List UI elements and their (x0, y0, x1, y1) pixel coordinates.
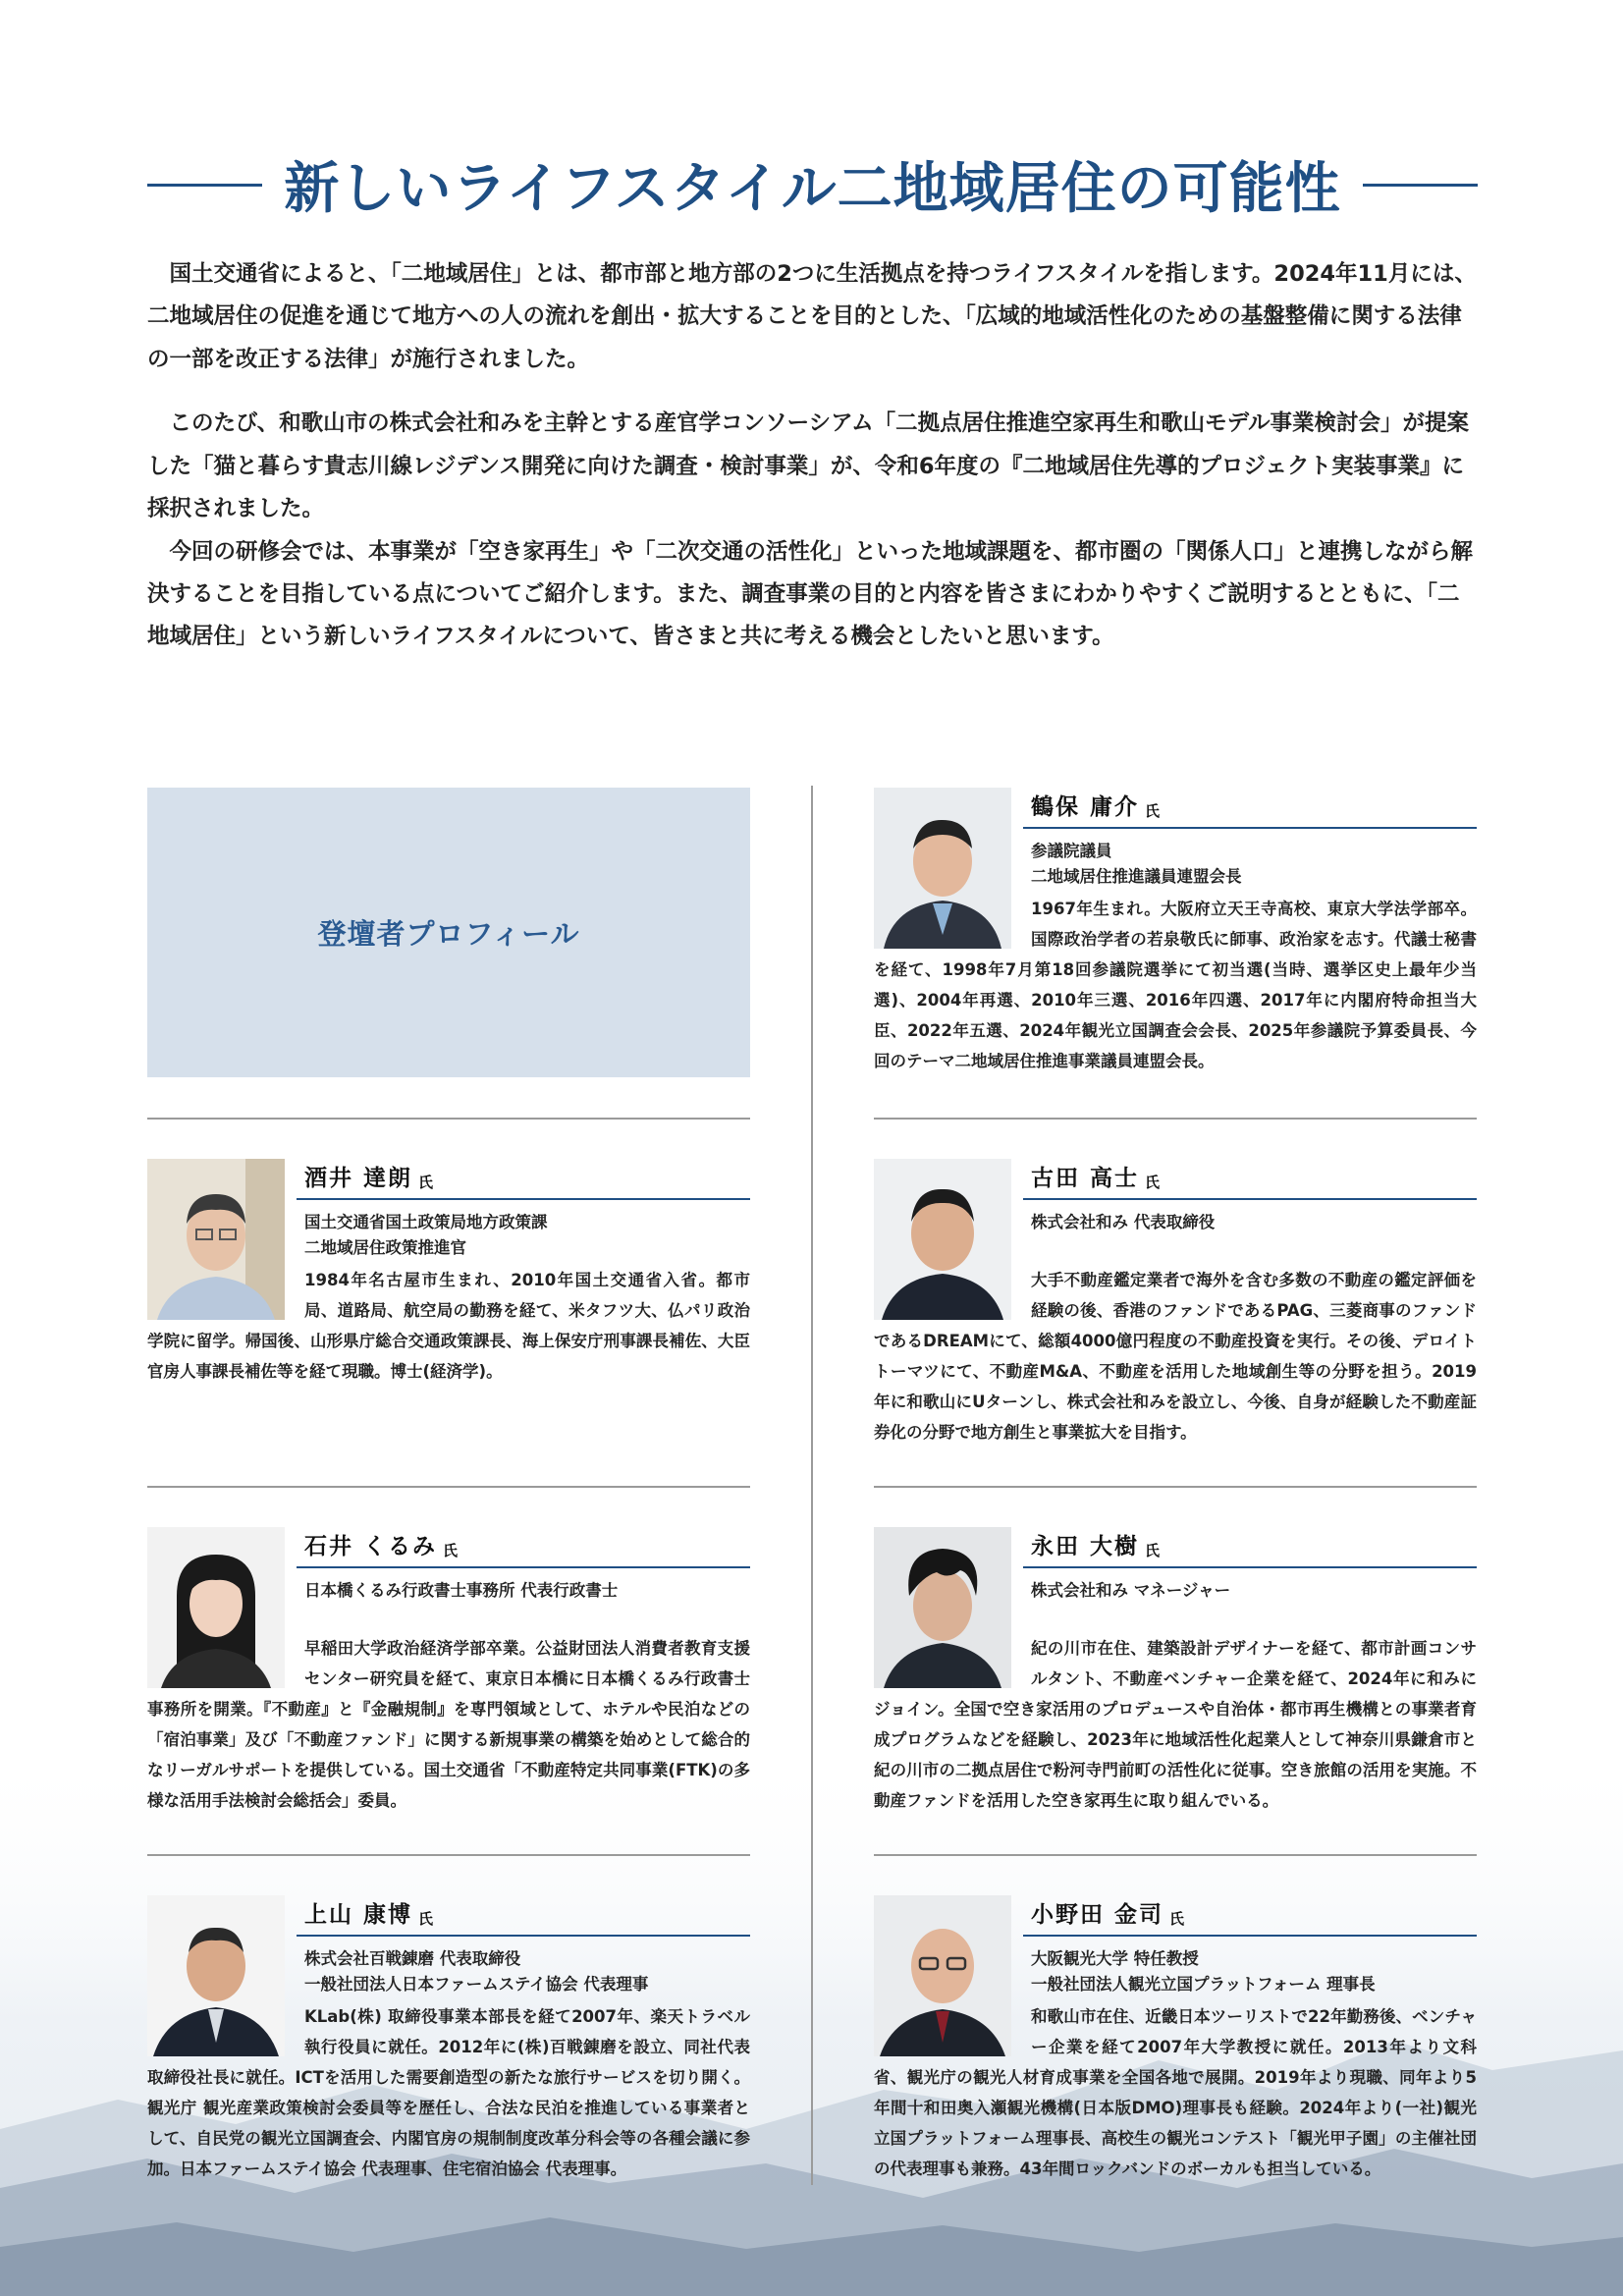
honorific: 氏 (1145, 1542, 1161, 1559)
role-line-1: 株式会社百戦錬磨 代表取締役 (304, 1949, 521, 1968)
speaker-header (1023, 1527, 1477, 1604)
honorific: 氏 (1145, 802, 1161, 820)
intro-paragraph-1: 国土交通省によると、「二地域居住」とは、都市部と地方部の2つに生活拠点を持つライフスタイルを指します。2024年11月には、二地域居住の促進を通じて地方への人の流れを創出・拡大することを目的とした、「広域的地域活性化のための基盤整備に関する法律の一部を改正する法律」が施行されました。 (147, 261, 1477, 372)
speaker-bio: 早稲田大学政治経済学部卒業。公益財団法人消費者教育支援センター研究員を経て、東京日本橋に日本橋くるみ行政書士事務所を開業。『不動産』と『金融規制』を専門領域として、ホテルや民泊などの「宿泊事業」及び「不動産ファンド」に関する新規事業の構築を始めとして総合的なリーガルサポートを提供している。国土交通省「不動産特定共同事業(FTK)の多様な活用手法検討会総括会」委員。 (147, 1639, 750, 1811)
speaker-role (1023, 839, 1477, 891)
column-divider (811, 786, 813, 2185)
intro-paragraph-2: このたび、和歌山市の株式会社和みを主幹とする産官学コンソーシアム「二拠点居住推進空家再生和歌山モデル事業検討会」が提案した「猫と暮らす貴志川線レジデンス開発に向けた調査・検討事業」が、令和6年度の『二地域居住先導的プロジェクト実装事業』に採択されました。 (147, 410, 1469, 522)
speaker-header (297, 1895, 750, 1998)
role-line-2: 一般社団法人観光立国プラットフォーム 理事長 (1031, 1975, 1376, 1995)
name-row (1023, 1159, 1477, 1200)
speaker-bio: 和歌山市在住、近畿日本ツーリストで22年勤務後、ベンチャー企業を経て2007年大学教授に就任。2013年より文科省、観光庁の観光人材育成事業を全国各地で展開。2019年より現職、同年より5年間十和田奥入瀬観光機構(日本版DMO)理事長も経験。2024年より(一社)観光立国プラットフォーム理事長、高校生の観光コンテスト「観光甲子園」の主催社団の代表理事も兼務。43年間ロックバンドのボーカルも担当している。 (874, 2007, 1477, 2179)
name-row (1023, 788, 1477, 829)
speaker-header (297, 1527, 750, 1604)
role-line-2: 二地域居住推進議員連盟会長 (1031, 867, 1242, 887)
speaker-bio-wrap (874, 2001, 1477, 2184)
intro-paragraph-3: 今回の研修会では、本事業が「空き家再生」や「二次交通の活性化」といった地域課題を、都市圏の「関係人口」と連携しながら解決することを目指している点についてご紹介します。また、調査事業の目的と内容を皆さまにわかりやすくご説明するとともに、「二地域居住」という新しいライフスタイルについて、皆さまと共に考える機会としたいと思います。 (147, 538, 1474, 650)
profile-heading: 登壇者プロフィール (317, 917, 580, 951)
left-rule-1 (147, 1118, 750, 1120)
speaker-bio: 紀の川市在住、建築設計デザイナーを経て、都市計画コンサルタント、不動産ベンチャー企業を経て、2024年に和みにジョイン。全国で空き家活用のプロデュースや自治体・都市再生機構との事業者育成プログラムなどを経験し、2023年に地域活性化起業人として神奈川県鎌倉市と紀の川市の二拠点居住で粉河寺門前町の活性化に従事。空き旅館の活用を実施。不動産ファンドを活用した空き家再生に取り組んでいる。 (874, 1639, 1477, 1811)
speaker-bio-wrap (147, 1265, 750, 1387)
role-line-1: 国土交通省国土政策局地方政策課 (304, 1213, 548, 1231)
speaker-role (297, 1578, 750, 1604)
name-row (1023, 1527, 1477, 1568)
honorific: 氏 (1169, 1910, 1185, 1928)
speaker-role (1023, 1210, 1477, 1235)
title-left-rule (147, 184, 262, 187)
speaker-name: 酒井 達朗 (304, 1166, 413, 1191)
role-line-1: 株式会社和み マネージャー (1031, 1581, 1231, 1600)
speaker-bio-wrap (874, 1265, 1477, 1448)
speaker-name: 永田 大樹 (1031, 1534, 1140, 1559)
speaker-bio-wrap (874, 894, 1477, 1076)
role-line-1: 日本橋くるみ行政書士事務所 代表行政書士 (304, 1581, 619, 1600)
left-rule-2 (147, 1486, 750, 1488)
honorific: 氏 (1145, 1174, 1161, 1191)
speaker-bio-wrap (874, 1633, 1477, 1816)
speaker-name: 上山 康博 (304, 1902, 413, 1928)
speaker-bio: KLab(株) 取締役事業本部長を経て2007年、楽天トラベル執行役員に就任。2012年に(株)百戦錬磨を設立、同社代表取締役社長に就任。ICTを活用した需要創造型の新たな旅行サービスを切り開く。観光庁 観光産業政策検討会委員等を歴任し、合法な民泊を推進している事業者として、自民党の観光立国調査会、内閣官房の規制制度改革分科会等の各種会議に参加。日本ファームステイ協会 代表理事、住宅宿泊協会 代表理事。 (147, 2007, 750, 2179)
speaker-header (1023, 1159, 1477, 1235)
speaker-bio: 1984年名古屋市生まれ、2010年国土交通省入省。都市局、道路局、航空局の勤務を経て、米タフツ大、仏パリ政治学院に留学。帰国後、山形県庁総合交通政策課長、海上保安庁刑事課長補佐、大臣官房人事課長補佐等を経て現職。博士(経済学)。 (147, 1271, 750, 1382)
speaker-role (1023, 1946, 1477, 1998)
right-rule-1 (874, 1118, 1477, 1120)
speaker-bio: 1967年生まれ。大阪府立天王寺高校、東京大学法学部卒。国際政治学者の若泉敬氏に師事、政治家を志す。代議士秘書を経て、1998年7月第18回参議院選挙にて初当選(当時、選挙区史上最年少当選)、2004年再選、2010年三選、2016年四選、2017年に内閣府特命担当大臣、2022年五選、2024年観光立国調査会会長、2025年参議院予算委員長、今回のテーマ二地域居住推進事業議員連盟会長。 (874, 900, 1477, 1071)
name-row (297, 1895, 750, 1937)
name-row (297, 1527, 750, 1568)
title-right-rule (1363, 184, 1478, 187)
speaker-role (1023, 1578, 1477, 1604)
name-row (297, 1159, 750, 1200)
honorific: 氏 (418, 1910, 434, 1928)
right-rule-3 (874, 1854, 1477, 1856)
speaker-bio: 大手不動産鑑定業者で海外を含む多数の不動産の鑑定評価を経験の後、香港のファンドであるPAG、三菱商事のファンドであるDREAMにて、総額4000億円程度の不動産投資を実行。その後、デロイトトーマツにて、不動産M&A、不動産を活用した地域創生等の分野を担う。2019年に和歌山にUターンし、株式会社和みを設立し、今後、自身が経験した不動産証券化の分野で地方創生と事業拡大を目指す。 (874, 1271, 1477, 1443)
speaker-name: 鶴保 庸介 (1031, 794, 1140, 820)
role-line-2: 一般社団法人日本ファームステイ協会 代表理事 (304, 1975, 649, 1995)
role-line-1: 大阪観光大学 特任教授 (1031, 1949, 1199, 1968)
intro-text (147, 253, 1478, 659)
speaker-name: 石井 くるみ (304, 1534, 438, 1559)
speaker-role (297, 1210, 750, 1262)
speaker-name: 小野田 金司 (1031, 1902, 1164, 1928)
speaker-header (1023, 788, 1477, 891)
role-line-1: 株式会社和み 代表取締役 (1031, 1213, 1216, 1231)
honorific: 氏 (418, 1174, 434, 1191)
left-rule-3 (147, 1854, 750, 1856)
speaker-header (1023, 1895, 1477, 1998)
title-row (147, 145, 1478, 224)
speaker-name: 古田 高士 (1031, 1166, 1140, 1191)
role-line-1: 参議院議員 (1031, 842, 1112, 860)
speaker-bio-wrap (147, 2001, 750, 2184)
speaker-bio-wrap (147, 1633, 750, 1816)
right-rule-2 (874, 1486, 1477, 1488)
profile-heading-box (147, 788, 750, 1077)
honorific: 氏 (443, 1542, 459, 1559)
speaker-role (297, 1946, 750, 1998)
role-line-2: 二地域居住政策推進官 (304, 1238, 466, 1258)
name-row (1023, 1895, 1477, 1937)
page-title: 新しいライフスタイル二地域居住の可能性 (284, 156, 1341, 221)
speaker-header (297, 1159, 750, 1262)
